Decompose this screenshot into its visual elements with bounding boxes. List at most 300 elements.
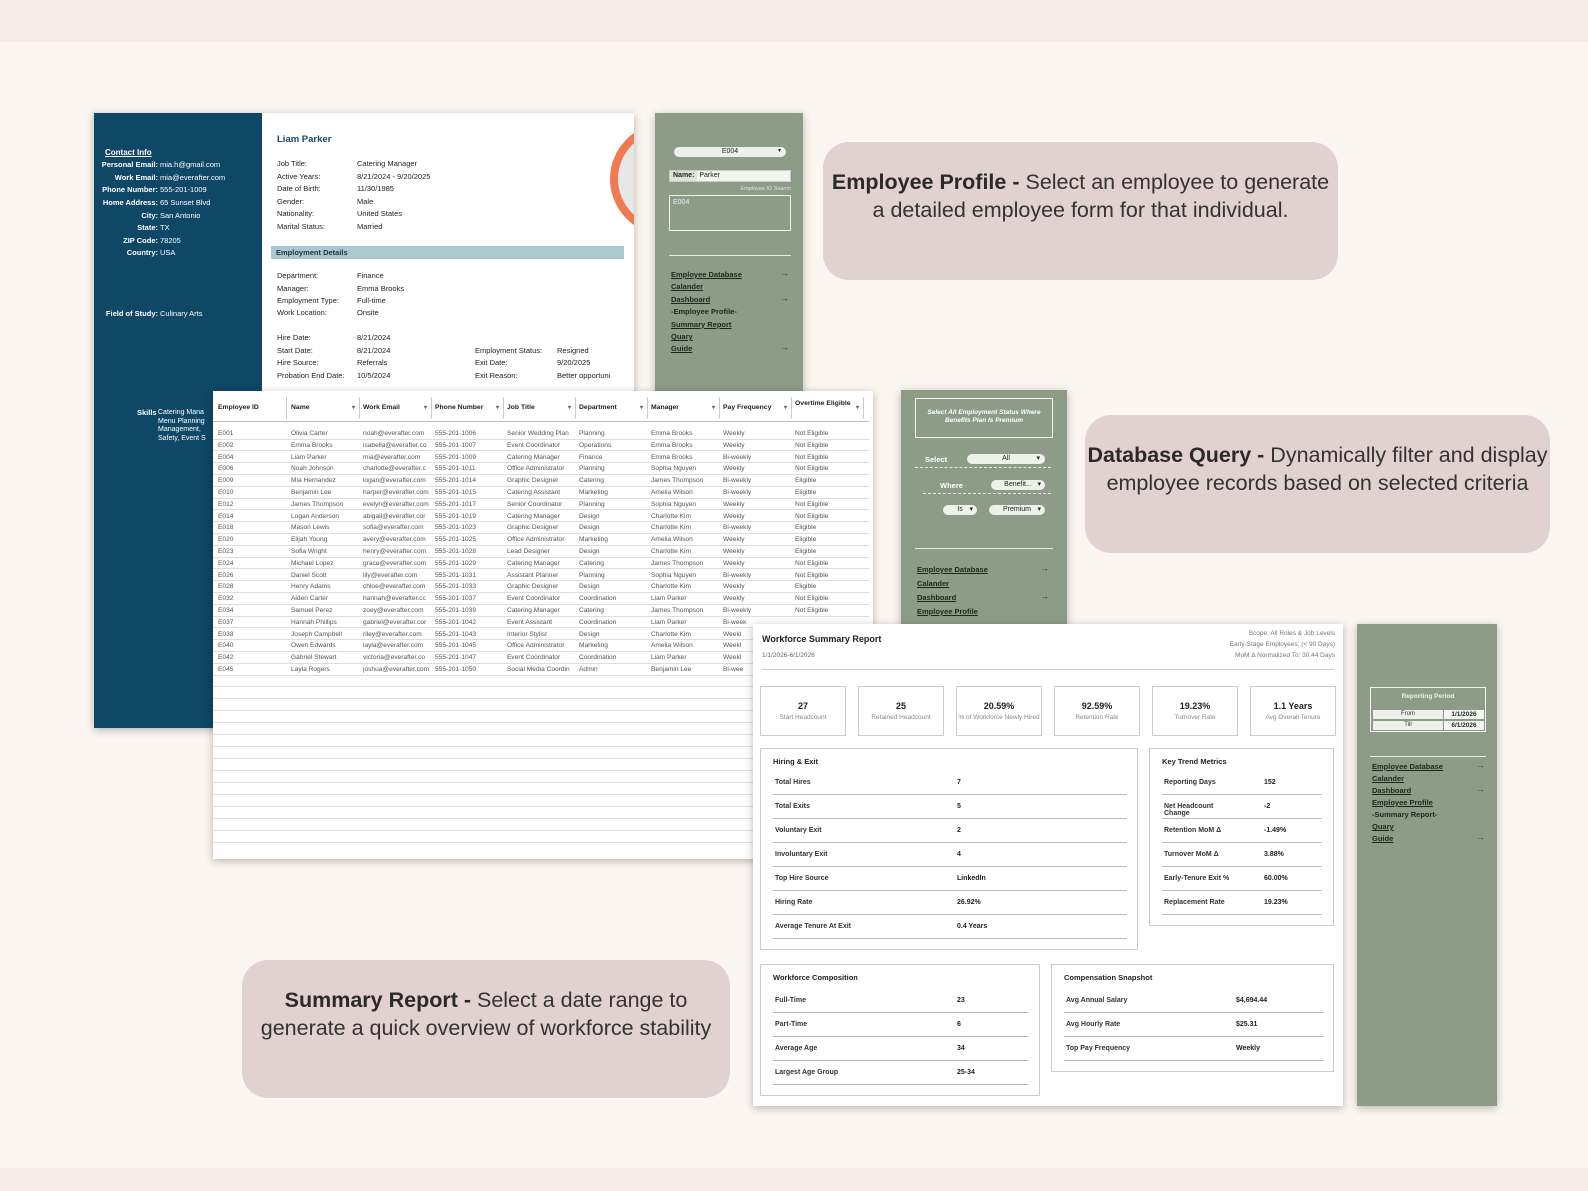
nav-link[interactable]: Dashboard [671, 294, 711, 304]
column-header[interactable]: Employee ID [215, 397, 287, 419]
table-cell: Mia Hernandez [291, 477, 336, 485]
table-cell: Emma Brooks [651, 430, 693, 437]
table-cell: Sophia Nguyen [651, 571, 697, 579]
table-cell: grace@everafter.com [363, 559, 427, 567]
table-cell: Eligible [795, 524, 817, 532]
column-header[interactable]: Phone Number ▾ [432, 397, 504, 419]
nav-link[interactable]: Dashboard [1372, 786, 1412, 795]
detail-row: Department: Finance [277, 271, 384, 280]
arrow-right-icon[interactable]: → [1477, 785, 1485, 794]
hiring-exit-box: Hiring & Exit Total Hires 7 Total Exits 5 Voluntary Exit 2 Involuntary Exit 4 Top Hire Source LinkedIn Hiring Rate 26.92% Average Tenure At Exit 0.4 Years [760, 748, 1138, 950]
detail-row: Marital Status: Married [277, 222, 383, 231]
nav-link[interactable]: Employee Database [1372, 762, 1443, 771]
table-cell: E009 [218, 477, 234, 485]
table-cell: Weekly [723, 583, 745, 591]
table-cell: riley@everafter.com [363, 630, 422, 638]
metric-row: Avg Hourly Rate $25.31 [1064, 1013, 1324, 1037]
trend-metrics-box: Key Trend Metrics Reporting Days 152 Net Headcount Change -2 Retention MoM Δ -1.49% Turnover MoM Δ 3.88% Early-Tenure Exit % 60.00% Replacement Rate 19.23% [1149, 748, 1334, 926]
column-header[interactable]: Manager ▾ [648, 397, 720, 419]
table-cell: Office Administrator [507, 465, 565, 473]
table-cell: Planning [579, 465, 605, 473]
divider [1370, 756, 1486, 757]
table-cell: E026 [218, 571, 234, 579]
table-cell: Emma Brooks [291, 441, 333, 449]
table-cell: E002 [218, 441, 234, 449]
table-cell: Catering Manager [507, 512, 560, 520]
detail-row: Work Location: Onsite [277, 308, 379, 317]
metric-row: Part-Time 6 [773, 1013, 1029, 1037]
chevron-down-icon: ▾ [969, 506, 973, 513]
operator-dropdown[interactable]: Is ▾ [943, 505, 977, 515]
table-cell: 555-201-1050 [435, 666, 477, 673]
table-cell: E045 [218, 666, 234, 673]
field-of-study: Field of Study: Culinary Arts [105, 309, 203, 318]
table-cell: James Thompson [291, 500, 344, 508]
table-cell: Bi-weekly [723, 477, 752, 485]
table-cell: Operations [579, 441, 612, 449]
table-cell: Liam Parker [651, 595, 687, 603]
table-cell: Charlotte Kim [651, 548, 691, 555]
nav-link[interactable]: Employee Database [671, 270, 742, 279]
table-cell: Weekl [723, 654, 742, 662]
contact-row: Country: USA [126, 248, 176, 257]
table-cell: Bi-wee [723, 666, 744, 673]
table-cell: Emma Brooks [651, 441, 693, 449]
contact-row: City: San Antonio [141, 211, 201, 220]
caption-employee-profile: Employee Profile - Select an employee to generate a detailed employee form for that individual. [823, 142, 1338, 280]
column-header[interactable]: Name ▾ [288, 397, 360, 419]
table-cell: Weekly [723, 559, 745, 567]
table-cell: Weekly [723, 465, 745, 473]
table-cell: Catering Manager [507, 453, 560, 461]
table-cell: Catering [579, 477, 604, 485]
kpi-card [956, 686, 1042, 736]
kpi-label: Avg Overall Tenure [1265, 714, 1321, 721]
report-scope: Scope: All Roles & Job Levels Early-Stage Employees: (< 90 Days) MoM Δ Normalized To: 30.44 Days [1229, 630, 1335, 659]
table-cell: Samuel Perez [291, 607, 333, 614]
detail-row: Hire Source: Referrals [277, 358, 388, 367]
table-cell: avery@everafter.com [363, 536, 426, 544]
table-cell: Liam Parker [651, 618, 687, 626]
table-cell: harper@everafter.com [363, 489, 429, 496]
table-cell: Marketing [579, 536, 608, 544]
table-cell: E038 [218, 630, 234, 638]
metric-row: Average Tenure At Exit 0.4 Years [773, 915, 1127, 939]
table-cell: E010 [218, 489, 234, 496]
workforce-composition-box: Workforce Composition Full-Time 23 Part-Time 6 Average Age 34 Largest Age Group 25-34 [760, 964, 1040, 1096]
column-header[interactable]: Job Title ▾ [504, 397, 576, 419]
table-cell: Not Eligible [795, 441, 829, 449]
table-cell: E018 [218, 524, 234, 532]
table-cell: sofia@everafter.com [363, 524, 424, 532]
table-cell: hannah@everafter.cc [363, 595, 426, 603]
table-cell: Planning [579, 500, 605, 508]
top-band [0, 0, 1588, 42]
nav-link[interactable]: Employee Profile [1372, 798, 1433, 807]
kpi-value: 19.23% [1179, 701, 1211, 711]
table-cell: 555-201-1039 [435, 607, 477, 614]
table-cell: Catering Assistant [507, 489, 561, 496]
filter-dropdown-icon[interactable]: ▾ [711, 405, 715, 411]
table-cell: 555-201-1037 [435, 595, 477, 603]
table-cell: Lead Designer [507, 548, 550, 555]
table-cell: Not Eligible [795, 453, 829, 461]
table-cell: 555-201-1033 [435, 583, 477, 591]
employment-details-bar: Employment Details [271, 246, 624, 259]
table-cell: Not Eligible [795, 595, 829, 603]
table-cell: Eligible [795, 477, 817, 485]
contact-row: State: TX [137, 223, 170, 232]
table-cell: 555-201-1042 [435, 618, 477, 626]
filter-dropdown-icon[interactable]: ▾ [783, 405, 787, 411]
table-cell: James Thompson [651, 559, 704, 567]
chevron-down-icon: ▾ [1037, 506, 1041, 513]
table-cell: Bi-weekly [723, 489, 752, 496]
query-control-panel [901, 390, 1067, 626]
detail-row: Manager: Emma Brooks [277, 284, 405, 293]
table-cell: abigail@everafter.cor [363, 512, 426, 520]
table-cell: 555-201-1043 [435, 630, 477, 638]
column-header[interactable]: Work Email ▾ [360, 397, 432, 419]
table-cell: Not Eligible [795, 559, 829, 567]
table-cell: Olivia Carter [291, 430, 328, 437]
filter-dropdown-icon[interactable]: ▾ [855, 405, 859, 411]
table-cell: Office Administrator [507, 642, 565, 650]
column-header[interactable]: Department ▾ [576, 397, 648, 419]
arrow-right-icon[interactable]: → [781, 293, 789, 303]
nav-link[interactable]: Calander [1372, 774, 1405, 783]
contact-row: Work Email: mia@everafter.com [114, 173, 226, 182]
table-cell: Not Eligible [795, 465, 829, 473]
chevron-down-icon: ▾ [777, 148, 781, 154]
bottom-band [0, 1168, 1588, 1191]
table-cell: chloe@everafter.com [363, 583, 426, 591]
table-cell: isabella@everafter.co [363, 441, 427, 449]
filter-dropdown-icon[interactable]: ▾ [423, 405, 427, 411]
from-date[interactable]: 1/1/2026 [1444, 710, 1484, 719]
metric-row: Avg Annual Salary $4,694.44 [1064, 989, 1324, 1013]
table-cell: Coordination [579, 618, 617, 626]
table-cell: Benjamin Lee [291, 489, 332, 496]
detail-row: Probation End Date: 10/5/2024 [277, 371, 391, 380]
table-cell: Daniel Scott [291, 571, 327, 579]
table-cell: Admin [579, 666, 598, 673]
arrow-right-icon[interactable]: → [1477, 761, 1485, 770]
till-date[interactable]: 6/1/2026 [1444, 721, 1484, 730]
person-photo-icon [618, 131, 634, 227]
caption-summary-report: Summary Report - Select a date range to generate a quick overview of workforce stability [242, 960, 730, 1098]
metric-row: Voluntary Exit 2 [773, 819, 1127, 843]
metric-row: Top Hire Source LinkedIn [773, 867, 1127, 891]
divider [915, 548, 1053, 549]
table-cell: Eligible [795, 583, 817, 591]
table-cell: 555-201-1006 [435, 430, 477, 437]
table-cell: Eligible [795, 548, 817, 555]
metric-row: Total Exits 5 [773, 795, 1127, 819]
detail-row: Exit Date: 9/20/2025 [475, 358, 591, 367]
table-cell: E023 [218, 548, 234, 555]
table-cell: Eligible [795, 536, 817, 544]
nav-link[interactable]: Dashboard [917, 593, 957, 602]
table-cell: 555-201-1009 [435, 453, 477, 461]
table-cell: Not Eligible [795, 500, 829, 508]
nav-link[interactable]: Guide [1372, 834, 1394, 843]
table-cell: 555-201-1023 [435, 524, 477, 532]
table-cell: Catering Manager [507, 607, 560, 614]
table-cell: Charlotte Kim [651, 583, 691, 591]
kpi-value: 25 [895, 701, 906, 711]
select-label: Select [925, 455, 948, 464]
filter-dropdown-icon[interactable]: ▾ [567, 405, 571, 411]
name-search-field[interactable]: Name: Parker [669, 170, 791, 182]
table-cell: Social Media Coordin [507, 666, 570, 673]
table-cell: 555-201-1011 [435, 465, 476, 473]
metric-row: Reporting Days 152 [1162, 771, 1322, 795]
table-cell: E004 [218, 453, 234, 461]
table-cell: Catering [579, 607, 604, 614]
nav-link[interactable]: Guide [671, 344, 693, 354]
table-cell: Sophia Nguyen [651, 500, 697, 508]
table-cell: Aiden Carter [291, 595, 329, 603]
table-cell: 555-201-1047 [435, 654, 477, 662]
table-cell: Bi-weekly [723, 453, 752, 461]
filter-dropdown-icon[interactable]: ▾ [351, 405, 355, 411]
table-cell: Planning [579, 430, 605, 437]
table-cell: Weekly [723, 595, 745, 603]
arrow-right-icon[interactable]: → [1041, 564, 1049, 573]
table-cell: Interior Stylist [507, 630, 547, 638]
table-cell: Hannah Phillips [291, 618, 337, 626]
arrow-right-icon[interactable]: → [781, 343, 789, 353]
table-cell: 555-201-1007 [435, 441, 477, 449]
contact-row: Personal Email: mia.h@gmail.com [101, 160, 221, 169]
metric-row: Total Hires 7 [773, 771, 1127, 795]
nav-link[interactable]: Quary [671, 332, 693, 341]
kpi-label: Turnover Rate [1174, 714, 1216, 721]
filter-dropdown-icon[interactable]: ▾ [495, 405, 499, 411]
table-cell: gabriel@everafter.cor [363, 618, 427, 626]
table-cell: Not Eligible [795, 430, 829, 437]
kpi-card [1054, 686, 1140, 736]
contact-row: Home Address: 65 Sunset Blvd [102, 198, 211, 207]
caption-database-query: Database Query - Dynamically filter and display employee records based on selected criteria [1085, 415, 1550, 553]
table-cell: 555-201-1031 [435, 571, 477, 579]
table-cell: Coordination [579, 595, 617, 603]
table-cell: Benjamin Lee [651, 666, 692, 673]
kpi-card [760, 686, 846, 736]
workforce-summary-report [753, 624, 1343, 1106]
table-cell: Amelia Wilson [651, 536, 693, 544]
report-title: Workforce Summary Report [762, 634, 882, 644]
select-dropdown[interactable]: All ▾ [967, 454, 1045, 464]
table-cell: Bi-weekly [723, 607, 752, 614]
detail-row: Active Years: 8/21/2024 - 9/20/2025 [277, 172, 431, 181]
metric-row: Largest Age Group 25-34 [773, 1061, 1029, 1085]
table-cell: Liam Parker [291, 453, 327, 461]
table-cell: Design [579, 583, 600, 591]
table-cell: Henry Adams [291, 583, 331, 591]
table-cell: Bi-weekly [723, 524, 752, 532]
table-cell: E028 [218, 583, 234, 591]
table-cell: Noah Johnson [291, 465, 334, 473]
detail-row: Start Date: 8/21/2024 [277, 346, 391, 355]
nav-link[interactable]: Calander [671, 282, 704, 292]
contact-row: Phone Number: 555-201-1009 [102, 185, 207, 194]
table-cell: Not Eligible [795, 571, 829, 579]
table-cell: Coordination [579, 654, 617, 662]
metric-row: Turnover MoM Δ 3.88% [1162, 843, 1322, 867]
table-cell: Weekly [723, 441, 745, 449]
table-cell: James Thompson [651, 607, 704, 614]
table-cell: Graphic Designer [507, 583, 559, 591]
table-cell: E006 [218, 465, 234, 473]
reporting-period-box: Reporting Period From 1/1/2026 Till 6/1/2026 [1370, 687, 1486, 732]
kpi-card [1250, 686, 1336, 736]
table-cell: Liam Parker [651, 654, 687, 662]
kpi-card [858, 686, 944, 736]
table-cell: E040 [218, 642, 234, 650]
table-cell: joshua@everafter.com [363, 666, 430, 673]
table-cell: E020 [218, 536, 234, 544]
table-cell: Weekly [723, 500, 745, 508]
table-cell: Graphic Designer [507, 477, 559, 485]
table-cell: 555-201-1045 [435, 642, 477, 650]
table-cell: 555-201-1025 [435, 536, 477, 544]
where-dropdown[interactable]: Benefit... ▾ [991, 480, 1045, 490]
column-header[interactable]: Overtime Eligible ▾ [792, 397, 864, 419]
table-cell: Graphic Designer [507, 524, 559, 532]
search-result-box[interactable]: E004 [669, 195, 791, 231]
kpi-value: 1.1 Years [1273, 701, 1313, 711]
nav-link[interactable]: Calander [917, 579, 950, 588]
metric-row: Hiring Rate 26.92% [773, 891, 1127, 915]
table-cell: Amelia Wilson [651, 642, 693, 650]
divider [669, 255, 791, 256]
chevron-down-icon: ▾ [1036, 455, 1040, 462]
table-cell: Marketing [579, 489, 608, 496]
kpi-value: 92.59% [1081, 701, 1113, 711]
value-dropdown[interactable]: Premium ▾ [989, 505, 1045, 515]
table-cell: mia@everafter.com [363, 453, 421, 461]
table-cell: Weekly [723, 512, 745, 520]
kpi-label: Retained Headcount [871, 714, 931, 721]
table-cell: Assistant Planner [507, 571, 559, 579]
table-cell: Michael Lopez [291, 559, 334, 567]
table-cell: Senior Coordinator [507, 500, 563, 508]
table-cell: Design [579, 548, 600, 555]
table-cell: zoey@everafter.com [363, 607, 424, 614]
table-cell: Bi-weekly [723, 571, 752, 579]
compensation-box: Compensation Snapshot Avg Annual Salary $4,694.44 Avg Hourly Rate $25.31 Top Pay Frequency Weekly [1051, 964, 1334, 1072]
table-cell: logan@everafter.com [363, 477, 426, 485]
table-cell: charlotte@everafter.c [363, 465, 426, 473]
table-cell: 555-201-1019 [435, 512, 477, 520]
table-cell: Office Administrator [507, 536, 565, 544]
detail-row: Exit Reason: Better opportuni [475, 371, 611, 380]
table-cell: Weekl [723, 642, 742, 650]
kpi-label: Retention Rate [1075, 714, 1119, 721]
table-cell: E034 [218, 607, 234, 614]
table-cell: lily@everafter.com [363, 571, 418, 579]
table-cell: Catering [579, 559, 604, 567]
contact-info-heading: Contact Info [105, 148, 152, 157]
table-cell: Weekly [723, 548, 745, 555]
table-cell: 555-201-1017 [435, 500, 477, 508]
table-cell: Sofia Wright [291, 548, 327, 555]
metric-row: Average Age 34 [773, 1037, 1029, 1061]
table-cell: Design [579, 512, 600, 520]
avatar [610, 123, 634, 235]
table-cell: Senior Wedding Plan [507, 430, 569, 437]
table-cell: Design [579, 524, 600, 532]
kpi-label: % of Workforce Newly Hired [958, 714, 1040, 721]
table-cell: Weekl [723, 630, 742, 638]
table-cell: Weekly [723, 430, 745, 437]
table-cell: Joseph Campbell [291, 630, 342, 638]
table-cell: Charlotte Kim [651, 524, 691, 532]
metric-row: Involuntary Exit 4 [773, 843, 1127, 867]
metric-row: Full-Time 23 [773, 989, 1029, 1013]
nav-link[interactable]: Quary [1372, 822, 1394, 831]
table-cell: Charlotte Kim [651, 630, 691, 638]
column-header[interactable]: Pay Frequency ▾ [720, 397, 792, 419]
arrow-right-icon[interactable]: → [781, 269, 789, 278]
nav-link[interactable]: Employee Database [917, 565, 988, 574]
table-cell: 555-201-1014 [435, 477, 477, 485]
detail-row: Hire Date: 8/21/2024 [277, 333, 391, 342]
query-banner: Select All Employment Status Where Benefits Plan Is Premium [915, 398, 1053, 438]
table-cell: Marketing [579, 642, 608, 650]
table-cell: Event Assistant [507, 618, 553, 626]
nav-link[interactable]: Employee Profile [917, 607, 978, 616]
chevron-down-icon: ▾ [1037, 481, 1041, 488]
table-cell: 555-201-1015 [435, 489, 477, 496]
arrow-right-icon[interactable]: → [1477, 833, 1485, 842]
kpi-card [1152, 686, 1238, 736]
table-cell: Charlotte Kim [651, 512, 691, 520]
detail-row: Job Title: Catering Manager [277, 159, 418, 168]
table-cell: noah@everafter.com [363, 430, 425, 437]
table-cell: Bi-week [723, 618, 747, 626]
nav-link: -Summary Report- [1372, 810, 1438, 819]
detail-row: Nationality: United States [277, 209, 403, 218]
arrow-right-icon[interactable]: → [1041, 592, 1049, 601]
table-cell: Sophia Nguyen [651, 465, 697, 473]
table-cell: E037 [218, 618, 234, 626]
nav-link[interactable]: Summary Report [671, 319, 732, 329]
employee-name: Liam Parker [277, 134, 332, 145]
table-cell: Gabriel Stewart [291, 654, 337, 662]
table-cell: E032 [218, 595, 234, 603]
table-cell: Not Eligible [795, 512, 829, 520]
table-cell: Design [579, 630, 600, 638]
table-cell: Event Coordinator [507, 654, 561, 662]
skills-list: Catering Mana Menu Planning Management, Safety, Event S [158, 409, 206, 442]
table-cell: Eligible [795, 489, 817, 496]
table-cell: Event Coordinator [507, 441, 561, 449]
employee-id-select[interactable]: E004 ▾ [674, 147, 786, 157]
profile-control-panel [655, 113, 803, 393]
detail-row: Date of Birth: 11/30/1985 [277, 184, 394, 193]
kpi-value: 20.59% [983, 701, 1015, 711]
table-cell: Weekly [723, 536, 745, 544]
metric-row: Early-Tenure Exit % 60.00% [1162, 867, 1322, 891]
skills-label: Skills [137, 408, 157, 417]
search-hint: Employee ID Search [740, 186, 791, 192]
nav-link: -Employee Profile- [671, 307, 737, 317]
filter-dropdown-icon[interactable]: ▾ [639, 405, 643, 411]
table-cell: Planning [579, 571, 605, 579]
